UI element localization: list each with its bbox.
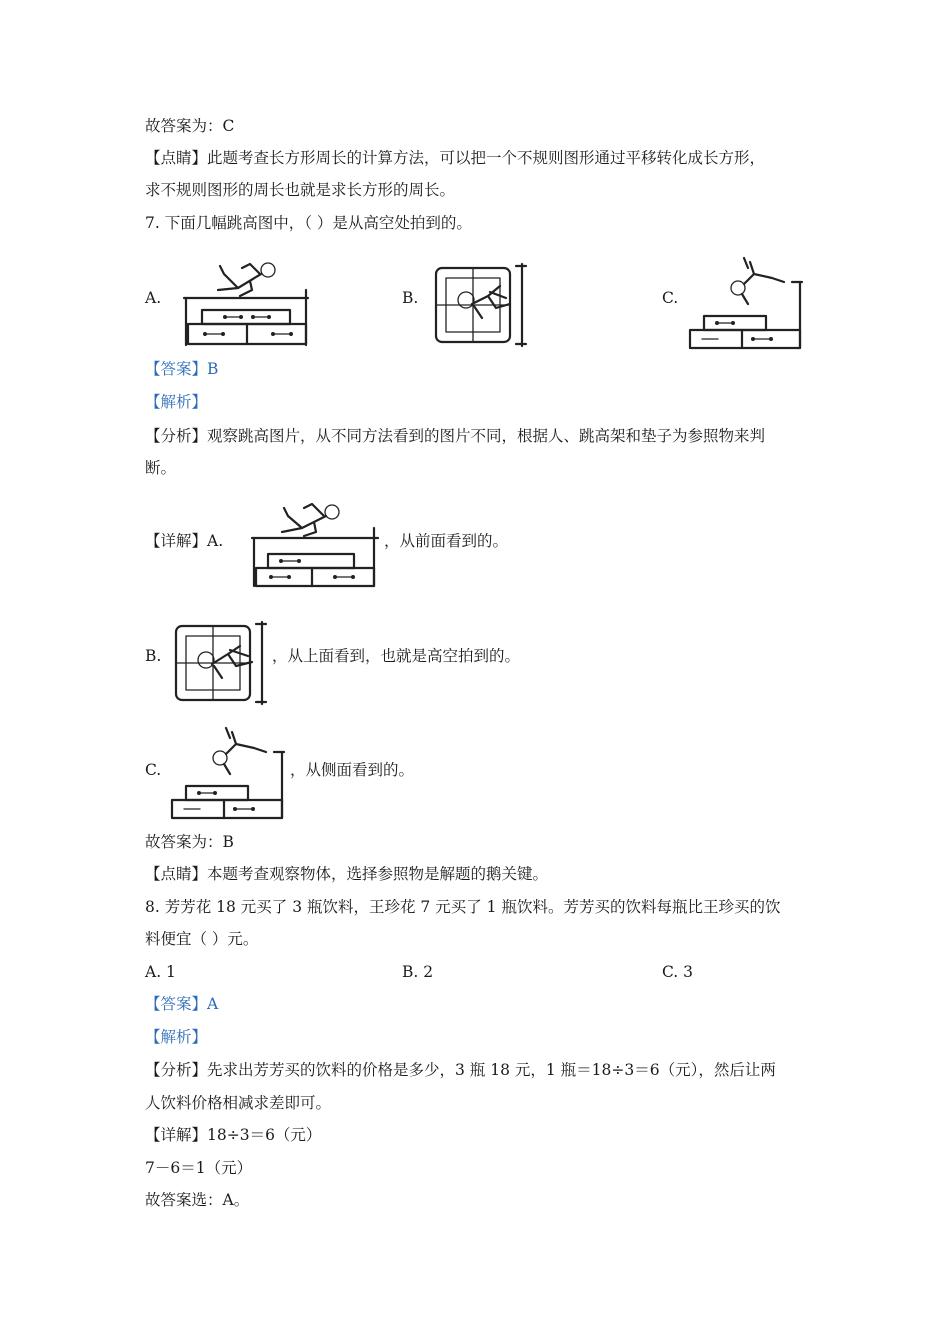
q7-analysis-line-cont: 断。 (145, 459, 177, 477)
question-8: 8. 芳芳花 18 元买了 3 瓶饮料，王珍花 7 元买了 1 瓶饮料。芳芳买的饮料每瓶比王珍买的饮 (145, 898, 781, 916)
high-jump-top-view-image (430, 262, 530, 348)
q8-detail: 【详解】18÷3＝6（元） (145, 1126, 322, 1144)
q7-option-c-label: C. (662, 289, 679, 307)
high-jump-front-view-detail-image (246, 494, 382, 590)
q8-answer: 【答案】A (145, 995, 219, 1013)
high-jump-side-view-image (688, 252, 808, 352)
q7-detail-a-label: 【详解】A. (145, 532, 224, 550)
q7-analysis-line: 【分析】观察跳高图片，从不同方法看到的图片不同，根据人、跳高架和垫子为参照物来判 (145, 427, 766, 445)
question-7: 7. 下面几幅跳高图中，（ ）是从高空处拍到的。 (145, 214, 472, 232)
q8-option-a: A. 1 (145, 963, 176, 981)
q8-analysis-line: 【分析】先求出芳芳买的饮料的价格是多少，3 瓶 18 元，1 瓶＝18÷3＝6（元），然后让两 (145, 1061, 776, 1079)
q8-calculation: 7－6＝1（元） (145, 1159, 253, 1177)
q8-option-c: C. 3 (662, 963, 694, 981)
q8-analysis-line-cont: 人饮料价格相减求差即可。 (145, 1094, 332, 1112)
q7-detail-c-label: C. (145, 761, 162, 779)
tip-line-cont: 求不规则图形的周长也就是求长方形的周长。 (145, 181, 456, 199)
answer-line: 故答案为：C (145, 117, 235, 135)
q7-option-b-label: B. (402, 289, 419, 307)
tip-line: 【点睛】此题考查长方形周长的计算方法，可以把一个不规则图形通过平移转化成长方形， (145, 149, 766, 167)
q7-detail-c-text: ，从侧面看到的。 (290, 761, 415, 779)
q7-tip: 【点睛】本题考查观察物体，选择参照物是解题的鹅关键。 (145, 865, 549, 883)
q7-final-answer: 故答案为：B (145, 833, 234, 851)
question-8-cont: 料便宜（ ）元。 (145, 930, 259, 948)
q7-detail-b-text: ，从上面看到，也就是高空拍到的。 (272, 647, 521, 665)
q8-final-answer: 故答案选：A。 (145, 1191, 250, 1209)
q8-analysis-heading: 【解析】 (145, 1028, 208, 1046)
high-jump-front-view-image (180, 250, 315, 350)
high-jump-side-view-detail-image (170, 722, 290, 822)
q7-detail-b-label: B. (145, 647, 162, 665)
q7-detail-a-text: ，从前面看到的。 (384, 532, 509, 550)
high-jump-top-view-detail-image (170, 620, 272, 708)
q8-option-b: B. 2 (402, 963, 434, 981)
q7-option-a-label: A. (145, 289, 162, 307)
q7-analysis-heading: 【解析】 (145, 393, 208, 411)
q7-answer: 【答案】B (145, 360, 219, 378)
